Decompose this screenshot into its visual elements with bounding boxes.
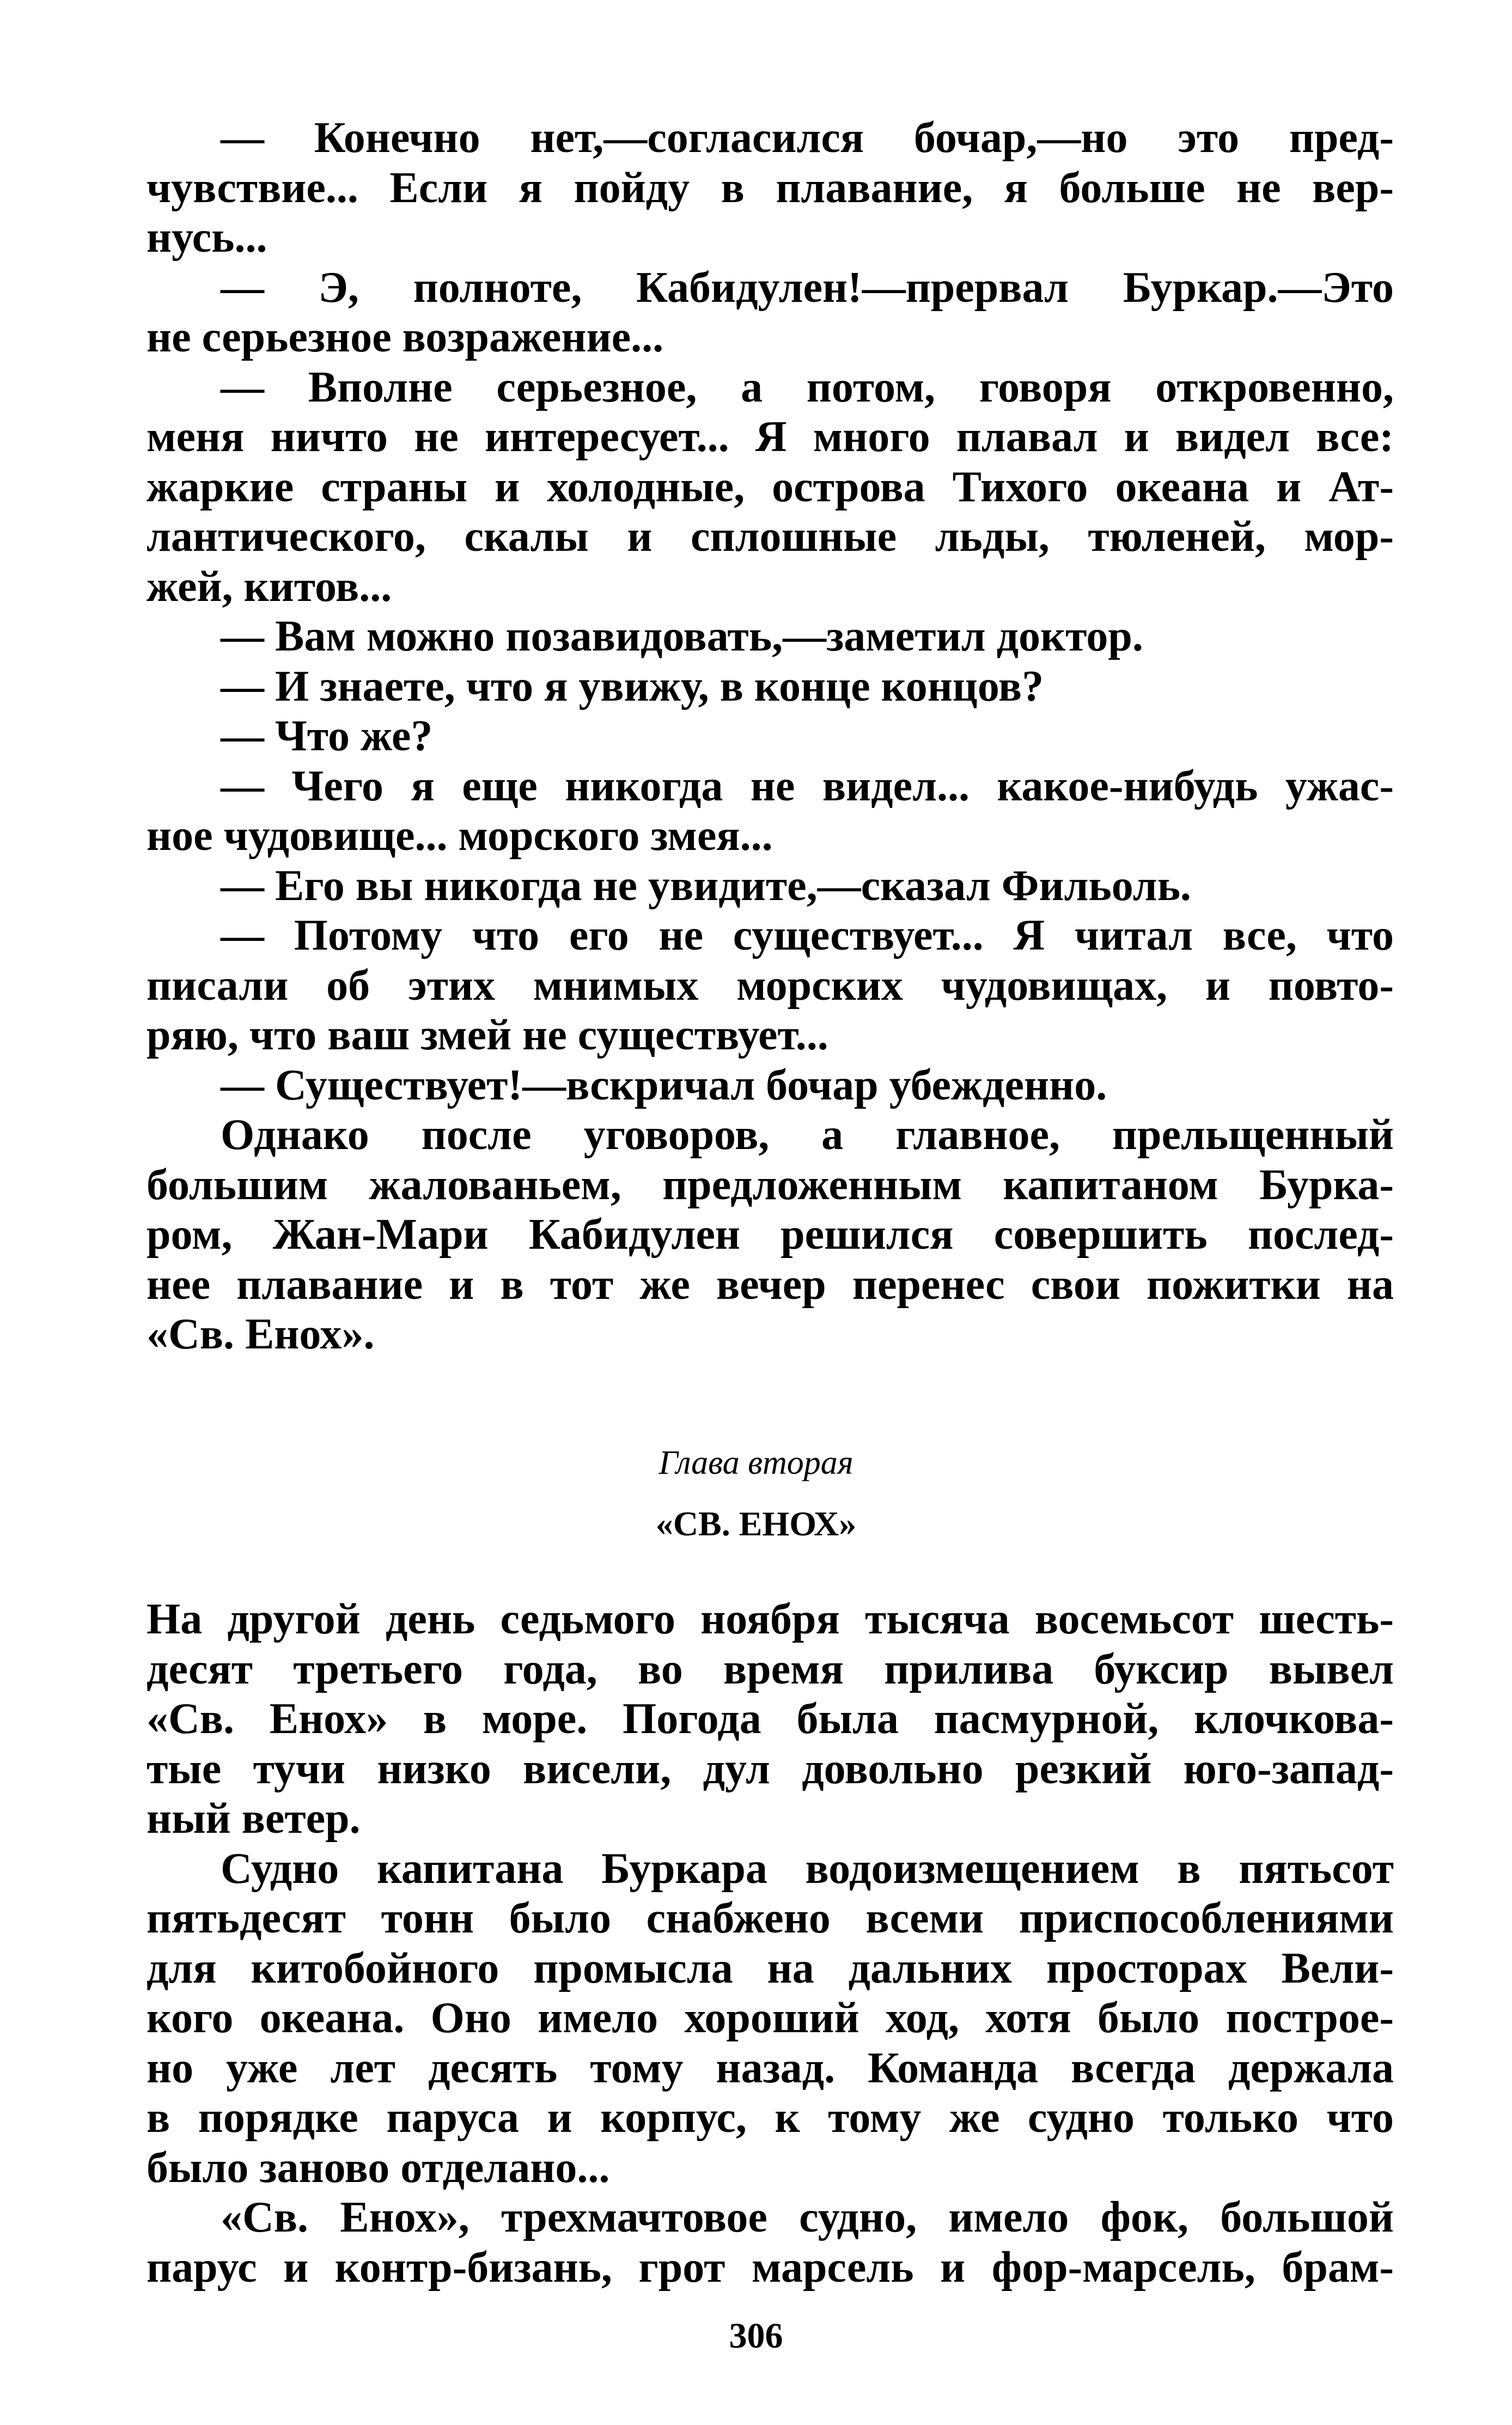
text-line: меня ничто не интересует... Я много плавал и видел все: [147,413,1394,461]
text-line: нее плавание и в тот же вечер перенес свои пожитки на [147,1260,1394,1309]
text-line: Судно капитана Буркара водоизмещением в пятьсот [221,1844,1394,1893]
text-line: — Его вы никогда не увидите,—сказал Фильоль. [221,861,1191,910]
text-line: чувствие... Если я пойду в плавание, я больше не вер- [147,163,1394,212]
page-number: 306 [729,2316,783,2356]
text-block-chapter-two [147,1595,1394,2293]
text-line: жей, китов... [147,562,392,611]
text-line: жаркие страны и холодные, острова Тихого океана и Ат- [147,463,1394,511]
text-line: — Э, полноте, Кабидулен!—прервал Буркар.—Это [221,263,1394,312]
text-line: писали об этих мнимых морских чудовищах, и повто- [147,961,1394,1010]
text-line: — Существует!—вскричал бочар убежденно. [221,1061,1107,1109]
text-line: «Св. Енох». [147,1310,375,1358]
text-line: десят третьего года, во время прилива буксир вывел [147,1645,1394,1693]
text-line: не серьезное возражение... [147,313,664,361]
text-line: «Св. Енох», трехмачтовое судно, имело фок, большой [221,2193,1394,2241]
text-line: На другой день седьмого ноября тысяча восемьсот шесть- [147,1595,1394,1643]
text-line: — Вполне серьезное, а потом, говоря откровенно, [221,363,1394,411]
text-line: — Потому что его не существует... Я читал все, что [221,911,1394,959]
text-line: — Чего я еще никогда не видел... какое-нибудь ужас- [221,762,1394,810]
text-line: ряю, что ваш змей не существует... [147,1011,828,1059]
text-line: — Вам можно позавидовать,—заметил доктор. [221,612,1143,660]
text-line: кого океана. Оно имело хороший ход, хотя было построе- [147,1994,1394,2042]
text-line: — Что же? [221,712,433,760]
text-line: но уже лет десять тому назад. Команда всегда держала [147,2044,1394,2092]
text-block-chapter-one-ending [147,113,1394,1360]
text-line: — Конечно нет,—согласился бочар,—но это пред- [221,114,1394,162]
text-line: ром, Жан-Мари Кабидулен решился совершить послед- [147,1211,1394,1259]
text-line: тые тучи низко висели, дул довольно резкий юго-запад- [147,1745,1394,1793]
chapter-label: Глава вторая [659,1444,853,1481]
text-line: для китобойного промысла на дальних просторах Вели- [147,1944,1394,1992]
text-line: парус и контр-бизань, грот марсель и фор-марсель, брам- [147,2243,1394,2292]
text-line: ное чудовище... морского змея... [147,812,773,860]
text-line: было заново отделано... [147,2143,610,2192]
text-line: «Св. Енох» в море. Погода была пасмурной, клочкова- [147,1695,1394,1743]
text-line: Однако после уговоров, а главное, прельщенный [221,1111,1394,1159]
text-line: — И знаете, что я увижу, в конце концов? [221,662,1044,710]
text-line: в порядке паруса и корпус, к тому же судно только что [147,2094,1394,2142]
text-line: большим жалованьем, предложенным капитаном Бурка- [147,1160,1394,1209]
text-line: нусь... [147,214,267,262]
text-line: пятьдесят тонн было снабжено всеми приспособлениями [147,1894,1394,1942]
chapter-title: «СВ. ЕНОХ» [655,1504,857,1543]
text-line: лантического, скалы и сплошные льды, тюленей, мор- [147,513,1394,561]
text-line: ный ветер. [147,1795,361,1843]
